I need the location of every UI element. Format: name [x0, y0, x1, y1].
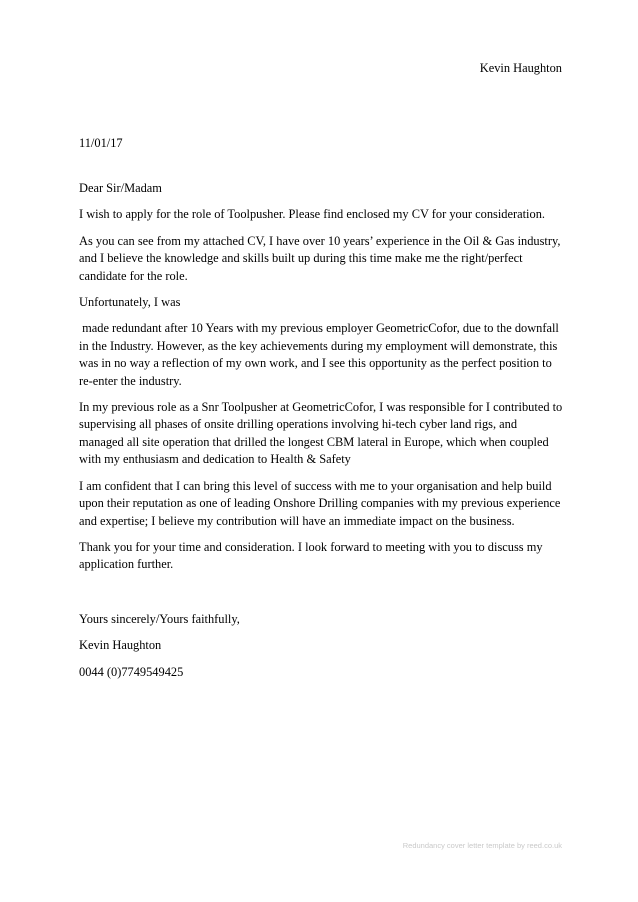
paragraph-experience: As you can see from my attached CV, I have over 10 years’ experience in the Oil & Gas industry, and I believe the knowledge and skills built up during this time make me the right/perfect candidate for the role. [79, 233, 561, 283]
paragraph-confidence: I am confident that I can bring this level of success with me to your organisation and help build upon their reputation as one of leading Onshore Drilling companies with my previous experience and expertise; I believe my contribution will have an immediate impact on the business. [79, 478, 561, 528]
sender-name: Kevin Haughton [479, 61, 562, 75]
paragraph-unfortunately: Unfortunately, I was [79, 295, 181, 310]
phone-number: 0044 (0)7749549425 [79, 664, 184, 679]
letter-date: 11/01/17 [79, 136, 123, 150]
salutation: Dear Sir/Madam [79, 181, 162, 195]
sign-off: Yours sincerely/Yours faithfully, [79, 612, 240, 626]
letter-closing [79, 611, 563, 690]
paragraph-redundancy: made redundant after 10 Years with my previous employer GeometricCofor, due to the downfall in the Industry. However, as the key achievements during my employment will demonstrate, this was in no way a reflection of my own work, and I see this opportunity as the perfect position to re-enter the industry. [79, 321, 562, 388]
signature-name: Kevin Haughton [79, 638, 162, 653]
paragraph-previous-role: In my previous role as a Snr Toolpusher at GeometricCofor, I was responsible for I contributed to supervising all phases of onsite drilling operations involving hi-tech cyber land rigs, and managed all site operation that drilled the longest CBM lateral in Europe, which when coupled with my enthusiasm and dedication to Health & Safety [79, 400, 563, 467]
paragraph-thanks: Thank you for your time and consideration. I look forward to meeting with you to discuss my application further. [79, 539, 543, 572]
footer-watermark: Redundancy cover letter template by reed.co.uk [402, 840, 562, 850]
paragraph-intro: I wish to apply for the role of Toolpusher. Please find enclosed my CV for your consideration. [79, 207, 545, 222]
letter-body [79, 180, 563, 583]
